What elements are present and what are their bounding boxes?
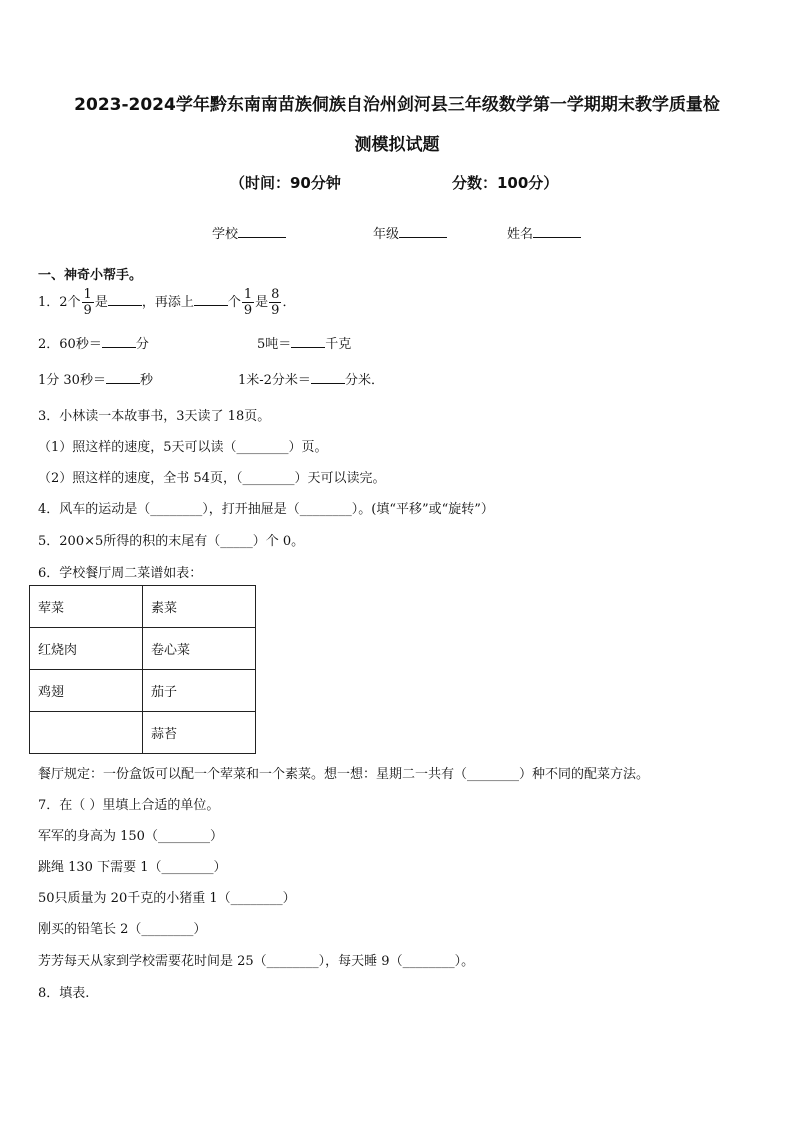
section-heading: 一、神奇小帮手。 [38, 268, 143, 283]
table-cell: 鸡翅 [30, 670, 143, 712]
name-field[interactable] [507, 223, 581, 242]
question-2a: 2．60秒＝ 分 [38, 337, 149, 352]
table-cell: 素菜 [143, 586, 256, 628]
question-7-item-2[interactable]: 跳绳 130 下需要 1（________） [38, 860, 227, 875]
answer-blank[interactable] [106, 371, 140, 384]
question-7: 7．在（ ）里填上合适的单位。 [38, 798, 220, 813]
question-3-part-2[interactable]: （2）照这样的速度，全书 54页，（________）天可以读完。 [38, 471, 386, 486]
answer-blank[interactable] [108, 293, 142, 306]
name-label: 姓名 [507, 227, 534, 242]
table-cell: 荤菜 [30, 586, 143, 628]
question-2b: 5吨＝ 千克 [257, 337, 352, 352]
answer-blank[interactable] [291, 335, 325, 348]
score-info: 分数：100分） [452, 174, 559, 192]
question-7-item-4[interactable]: 刚买的铅笔长 2（________） [38, 922, 207, 937]
question-1: 1．2个 $\frac{1}{9}$ 是 ，再添上 个 $\frac{1}{9}$ 是 $\frac{8}{9}$ ． [38, 287, 296, 318]
fraction-eight-ninths: $\frac{8}{9}$ [271, 287, 280, 318]
grade-field[interactable] [373, 223, 447, 242]
question-2c: 1分 30秒＝ 秒 [38, 373, 153, 388]
question-8: 8．填表. [38, 986, 90, 1001]
question-5[interactable]: 5．200×5所得的积的末尾有（_____）个 0。 [38, 534, 305, 549]
fraction-one-ninth: $\frac{1}{9}$ [83, 287, 92, 318]
question-3: 3．小林读一本故事书，3天读了 18页。 [38, 409, 271, 424]
question-4[interactable]: 4．风车的运动是（________），打开抽屉是（________）。(填“平移”或“旋转”） [38, 502, 494, 517]
school-label: 学校 [212, 227, 239, 242]
fraction-one-ninth: $\frac{1}{9}$ [243, 287, 253, 318]
name-blank[interactable] [533, 225, 581, 238]
table-row [30, 586, 256, 628]
question-3-part-1[interactable]: （1）照这样的速度，5天可以读（________）页。 [38, 440, 328, 455]
school-blank[interactable] [238, 225, 286, 238]
page-title: 2023-2024学年黔东南南苗族侗族自治州剑河县三年级数学第一学期期末教学质量检 [74, 95, 720, 115]
answer-blank[interactable] [102, 335, 136, 348]
question-2d: 1米-2分米＝ 分米． [238, 373, 384, 388]
page-title-continued: 测模拟试题 [354, 135, 440, 155]
school-field[interactable] [212, 223, 286, 242]
table-cell: 红烧肉 [30, 628, 143, 670]
menu-table [29, 585, 256, 754]
question-6-rule[interactable]: 餐厅规定：一份盒饭可以配一个荤菜和一个素菜。想一想：星期二一共有（________）种不同的配菜方法。 [38, 767, 650, 782]
table-row [30, 712, 256, 754]
grade-blank[interactable] [399, 225, 447, 238]
time-info: （时间：90分钟 [230, 174, 341, 192]
table-row [30, 628, 256, 670]
question-6: 6．学校餐厅周二菜谱如表： [38, 566, 203, 581]
table-cell: 卷心菜 [143, 628, 256, 670]
table-row [30, 670, 256, 712]
question-7-item-1[interactable]: 军军的身高为 150（________） [38, 829, 223, 844]
grade-label: 年级 [373, 227, 400, 242]
question-7-item-3[interactable]: 50只质量为 20千克的小猪重 1（________） [38, 891, 296, 906]
table-cell: 蒜苔 [143, 712, 256, 754]
table-cell [30, 712, 143, 754]
table-cell: 茄子 [143, 670, 256, 712]
answer-blank[interactable] [311, 371, 345, 384]
answer-blank[interactable] [194, 293, 228, 306]
question-7-item-5[interactable]: 芳芳每天从家到学校需要花时间是 25（________），每天睡 9（________）。 [38, 954, 475, 969]
